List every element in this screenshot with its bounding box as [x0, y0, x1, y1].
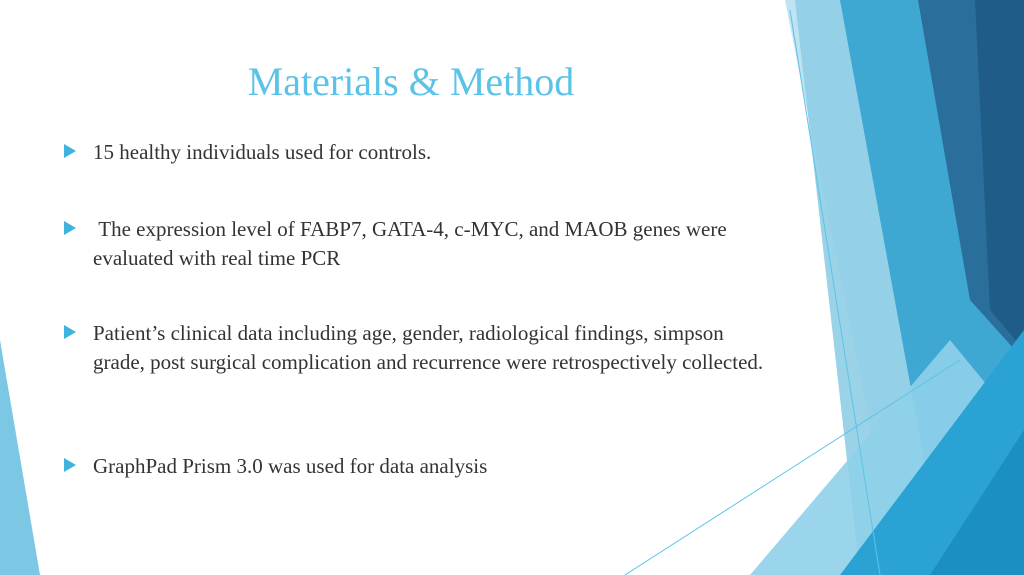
bullet-arrow-icon [64, 458, 76, 472]
bullet-text: Patient’s clinical data including age, gender, radiological findings, simpson grade, post surgical complication and recurrence were retrospectively collected. [93, 321, 764, 374]
slide-title: Materials & Method [247, 59, 575, 104]
left-edge-shape [0, 340, 40, 575]
bullet-arrow-icon [64, 144, 76, 158]
bullet-arrow-icon [64, 325, 76, 339]
bullet-text: The expression level of FABP7, GATA-4, c-MYC, and MAOB genes were evaluated with real time PCR [93, 217, 732, 270]
bullet-text: GraphPad Prism 3.0 was used for data analysis [93, 454, 488, 478]
bullet-text: 15 healthy individuals used for controls. [93, 140, 432, 164]
bullet-arrow-icon [64, 221, 76, 235]
